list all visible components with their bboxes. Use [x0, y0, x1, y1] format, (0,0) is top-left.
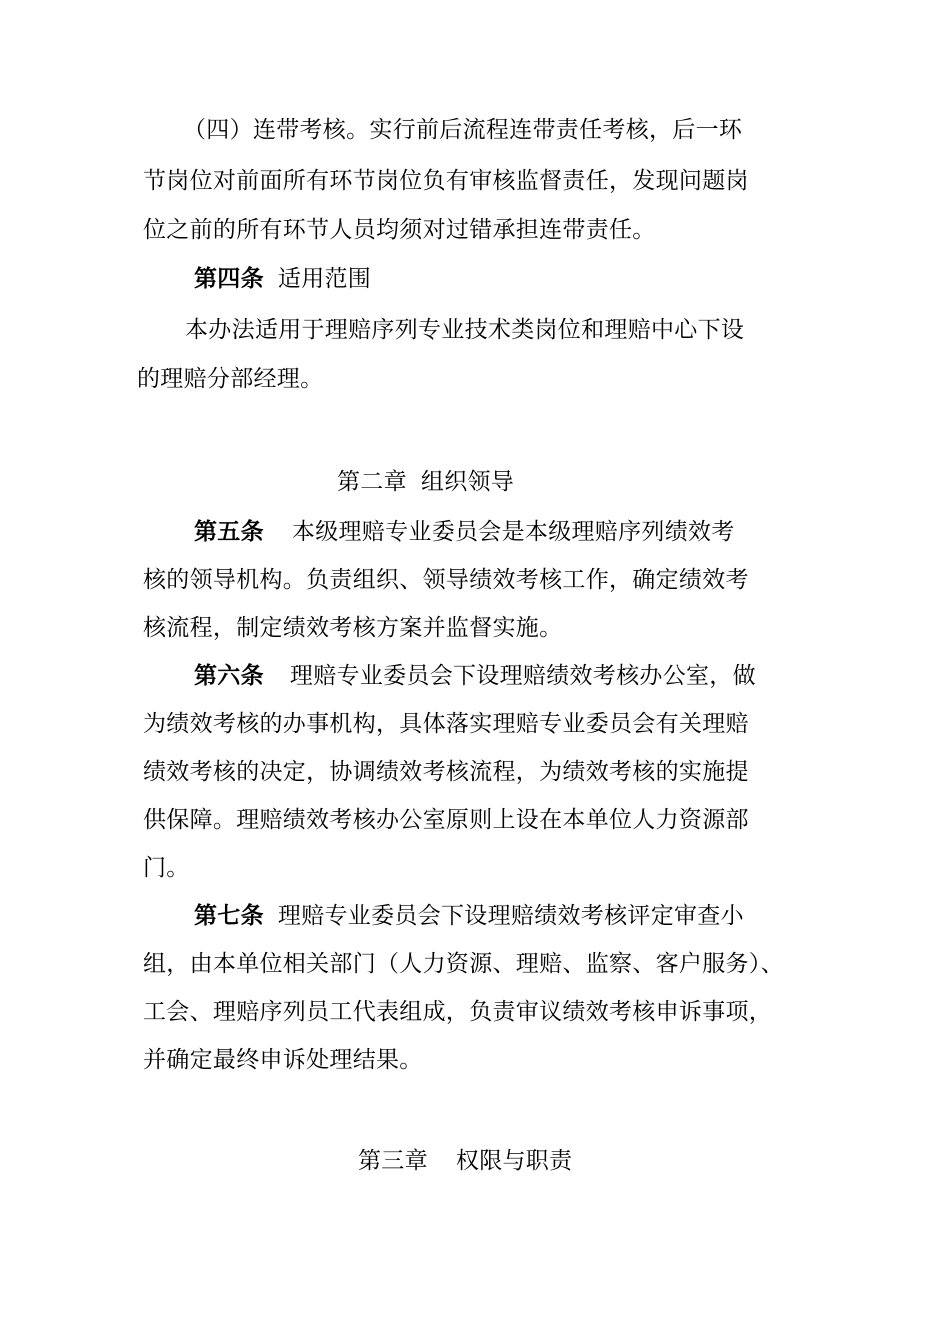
chapter-3-heading — [358, 1146, 572, 1176]
article-7-label: 第七条 — [194, 903, 264, 929]
article-5-label: 第五条 — [194, 519, 264, 545]
article-4-label: 第四条 — [194, 266, 264, 292]
paragraph-line: 绩效考核的决定，协调绩效考核流程，为绩效考核的实施提 — [143, 759, 749, 785]
chapter-3-title: 权限与职责 — [455, 1148, 573, 1174]
chapter-3-number: 第三章 — [358, 1148, 428, 1174]
paragraph-line: 核流程，制定绩效考核方案并监督实施。 — [143, 615, 563, 641]
paragraph-line: 核的领导机构。负责组织、领导绩效考核工作，确定绩效考 — [143, 567, 749, 593]
article-5-text: 本级理赔专业委员会是本级理赔序列绩效考 — [291, 519, 735, 545]
article-5-line-1 — [194, 517, 735, 547]
paragraph-line: 门。 — [143, 855, 190, 881]
chapter-2-number: 第二章 — [337, 469, 407, 495]
paragraph-line: 位之前的所有环节人员均须对过错承担连带责任。 — [143, 217, 656, 243]
paragraph-line: 的理赔分部经理。 — [137, 366, 324, 392]
chapter-2-heading — [337, 467, 514, 497]
paragraph-line: 组，由本单位相关部门（人力资源、理赔、监察、客户服务）、 — [143, 951, 784, 977]
article-4-heading — [194, 264, 371, 294]
article-6-line-1 — [194, 661, 756, 691]
paragraph-line: 供保障。理赔绩效考核办公室原则上设在本单位人力资源部 — [143, 807, 749, 833]
paragraph-line: 工会、理赔序列员工代表组成，负责审议绩效考核申诉事项， — [143, 999, 773, 1025]
paragraph-line: 节岗位对前面所有环节岗位负有审核监督责任，发现问题岗 — [143, 168, 749, 194]
article-6-text: 理赔专业委员会下设理赔绩效考核办公室，做 — [289, 663, 756, 689]
paragraph-line: 并确定最终申诉处理结果。 — [143, 1047, 423, 1073]
article-4-title: 适用范围 — [277, 266, 372, 292]
article-7-line-1 — [194, 901, 744, 931]
chapter-2-title: 组织领导 — [420, 469, 515, 495]
article-7-text: 理赔专业委员会下设理赔绩效考核评定审查小 — [277, 903, 744, 929]
article-6-label: 第六条 — [194, 663, 264, 689]
paragraph-line: （四）连带考核。实行前后流程连带责任考核，后一环 — [183, 117, 743, 143]
paragraph-line: 为绩效考核的办事机构，具体落实理赔专业委员会有关理赔 — [143, 711, 749, 737]
paragraph-line: 本办法适用于理赔序列专业技术类岗位和理赔中心下设 — [185, 317, 745, 343]
